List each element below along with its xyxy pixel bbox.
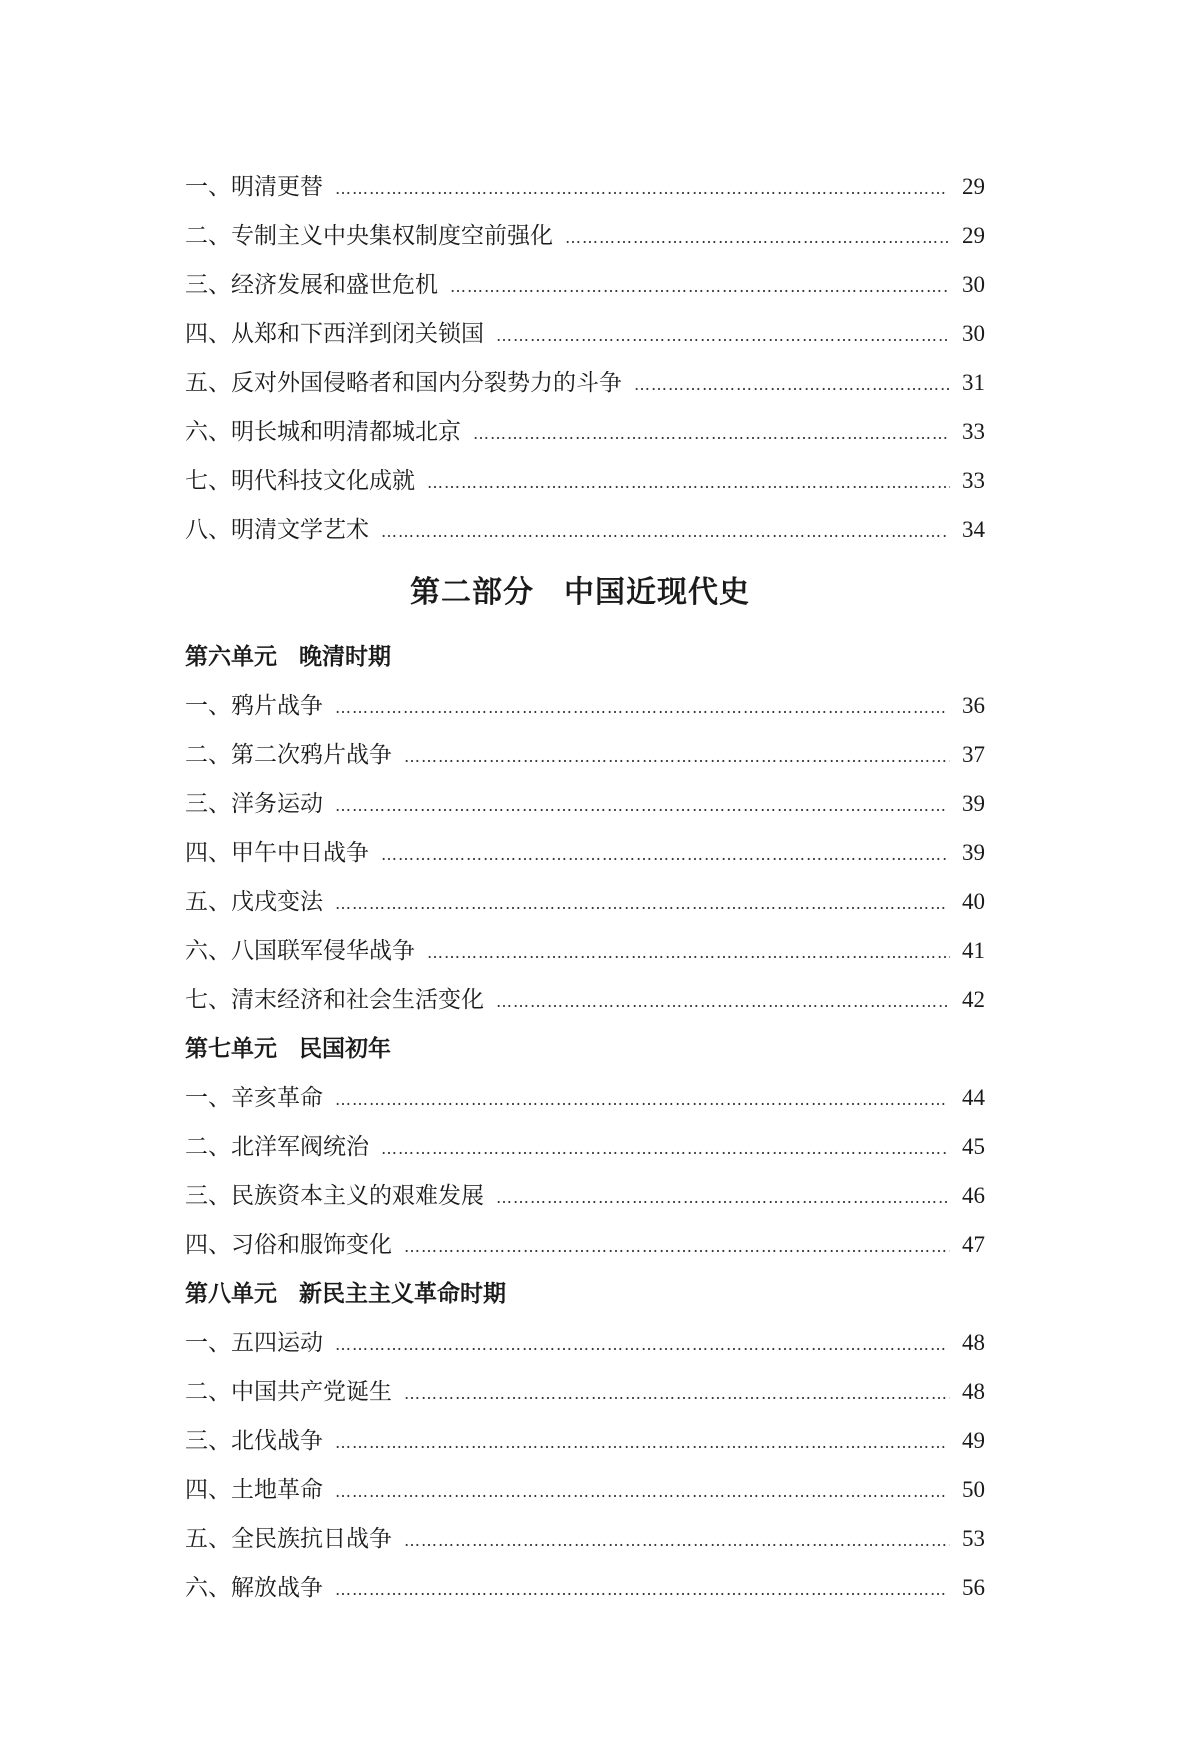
dot-leader [381,830,949,879]
toc-entry-page: 30 [962,321,985,346]
toc-entry-page: 53 [962,1526,985,1551]
toc-entry[interactable] [185,1073,985,1122]
dot-leader [335,1075,948,1124]
unit-heading[interactable] [185,1024,985,1073]
toc-entry-page: 46 [962,1183,985,1208]
dot-leader [335,879,948,928]
toc-entry[interactable] [185,681,985,730]
toc-entry-title: 一、五四运动 [185,1330,323,1356]
toc-entry[interactable] [185,926,985,975]
toc-entry[interactable] [185,1416,985,1465]
toc-entry-title: 四、土地革命 [185,1477,323,1503]
dot-leader [335,164,948,213]
toc-entry-title: 一、鸦片战争 [185,693,323,719]
toc-entry-page: 31 [962,370,985,395]
toc-entry[interactable] [185,779,985,828]
dot-leader [634,360,950,409]
toc-entry-title: 八、明清文学艺术 [185,517,369,543]
toc-entry[interactable] [185,730,985,779]
toc-entry[interactable] [185,260,985,309]
dot-leader [473,409,950,458]
toc-entry-title: 五、戊戌变法 [185,889,323,915]
toc-entry-page: 29 [962,223,985,248]
part-label: 第二部分 [410,575,534,610]
unit-heading[interactable] [185,632,985,681]
toc-entry-title: 四、习俗和服饰变化 [185,1232,392,1258]
dot-leader [335,683,948,732]
toc-entry[interactable] [185,1465,985,1514]
toc-entry[interactable] [185,828,985,877]
unit-name: 新民主主义革命时期 [299,1280,506,1307]
unit-name: 晚清时期 [299,643,391,670]
toc-entry-page: 44 [962,1085,985,1110]
unit-label: 第六单元 [185,643,277,670]
part-name: 中国近现代史 [564,575,750,610]
dot-leader [335,781,948,830]
toc-entry-title: 二、北洋军阀统治 [185,1134,369,1160]
dot-leader [496,1173,950,1222]
toc-entry[interactable] [185,975,985,1024]
toc-entry-page: 39 [962,791,985,816]
dot-leader [427,458,950,507]
toc-entry-title: 六、解放战争 [185,1575,323,1601]
toc-entry[interactable] [185,407,985,456]
toc-entry-page: 36 [962,693,985,718]
dot-leader [450,262,950,311]
toc-entry-page: 34 [962,517,985,542]
toc-entry-title: 五、全民族抗日战争 [185,1526,392,1552]
dot-leader [404,732,950,781]
toc-entry[interactable] [185,309,985,358]
toc-entry-page: 42 [962,987,985,1012]
toc-entry-title: 三、洋务运动 [185,791,323,817]
toc-entry-page: 40 [962,889,985,914]
toc-entry[interactable] [185,1171,985,1220]
toc-entry-page: 48 [962,1379,985,1404]
dot-leader [496,977,950,1026]
unit-label: 第七单元 [185,1035,277,1062]
toc-entry-page: 30 [962,272,985,297]
toc-entry[interactable] [185,358,985,407]
toc-entry[interactable] [185,211,985,260]
dot-leader [565,213,950,262]
toc-entry-title: 二、中国共产党诞生 [185,1379,392,1405]
dot-leader [404,1222,950,1271]
toc-entry-title: 三、北伐战争 [185,1428,323,1454]
toc-entry-title: 四、从郑和下西洋到闭关锁国 [185,321,484,347]
unit-heading[interactable] [185,1269,985,1318]
dot-leader [335,1320,948,1369]
unit-label: 第八单元 [185,1280,277,1307]
unit-name: 民国初年 [299,1035,391,1062]
toc-entry-page: 41 [962,938,985,963]
dot-leader [496,311,950,360]
toc-entry-page: 39 [962,840,985,865]
toc-entry-page: 45 [962,1134,985,1159]
dot-leader [381,1124,949,1173]
toc-entry-title: 四、甲午中日战争 [185,840,369,866]
toc-entry-page: 48 [962,1330,985,1355]
toc-entry-page: 50 [962,1477,985,1502]
dot-leader [335,1467,948,1516]
toc-entry-page: 37 [962,742,985,767]
toc-entry-title: 五、反对外国侵略者和国内分裂势力的斗争 [185,370,622,396]
part-heading [175,554,985,632]
toc-entry-page: 56 [962,1575,985,1600]
toc-entry-page: 33 [962,419,985,444]
toc-entry-page: 29 [962,174,985,199]
dot-leader [404,1516,950,1565]
toc-entry[interactable] [185,1318,985,1367]
toc-entry[interactable] [185,877,985,926]
toc-entry-title: 三、经济发展和盛世危机 [185,272,438,298]
toc-entry[interactable] [185,1563,985,1612]
toc-entry-page: 49 [962,1428,985,1453]
toc-entry-title: 二、专制主义中央集权制度空前强化 [185,223,553,249]
toc-entry-title: 一、辛亥革命 [185,1085,323,1111]
toc-entry-title: 七、明代科技文化成就 [185,468,415,494]
dot-leader [335,1418,948,1467]
toc-entry-title: 二、第二次鸦片战争 [185,742,392,768]
toc-entry[interactable] [185,162,985,211]
toc-entry[interactable] [185,456,985,505]
dot-leader [381,507,949,556]
toc-entry[interactable] [185,1122,985,1171]
toc-entry-title: 一、明清更替 [185,174,323,200]
toc-entry-title: 六、八国联军侵华战争 [185,938,415,964]
toc-entry[interactable] [185,1220,985,1269]
dot-leader [404,1369,950,1418]
toc-entry[interactable] [185,1514,985,1563]
toc-entry-page: 47 [962,1232,985,1257]
toc-entry-title: 七、清末经济和社会生活变化 [185,987,484,1013]
table-of-contents [185,162,985,1612]
dot-leader [427,928,950,977]
dot-leader [335,1565,948,1614]
toc-entry[interactable] [185,505,985,554]
toc-entry[interactable] [185,1367,985,1416]
toc-entry-page: 33 [962,468,985,493]
toc-entry-title: 六、明长城和明清都城北京 [185,419,461,445]
toc-entry-title: 三、民族资本主义的艰难发展 [185,1183,484,1209]
